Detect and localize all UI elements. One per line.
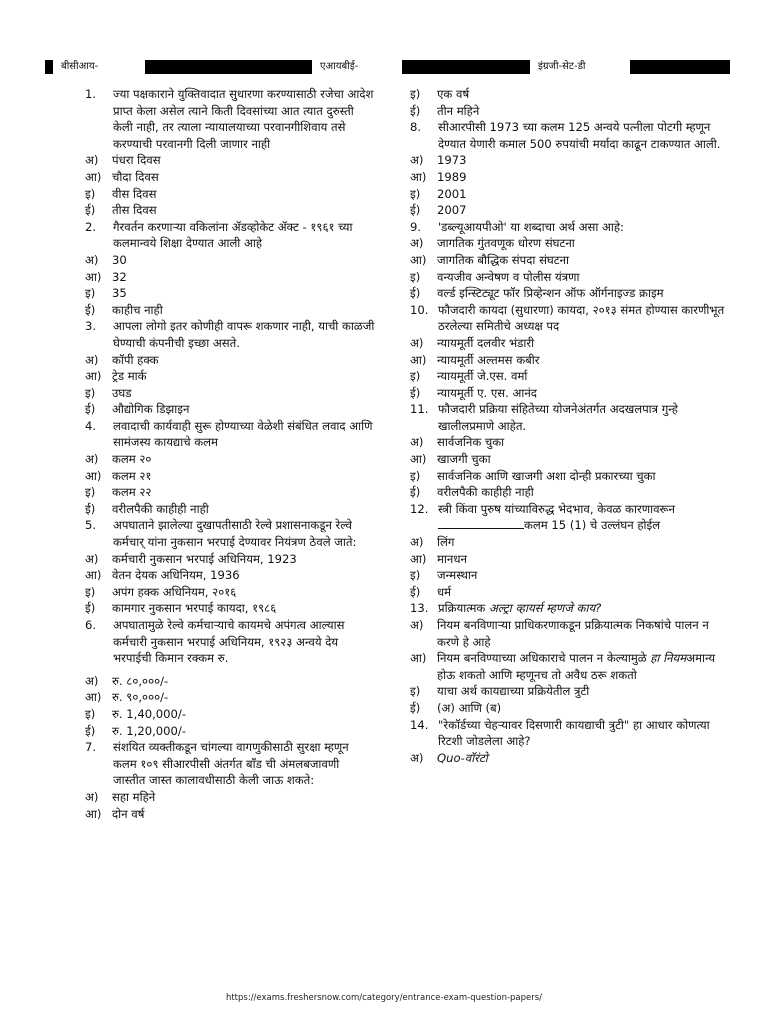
option-label: इ) <box>85 186 96 201</box>
option-text: न्यायमूर्ती ए. एस. आनंद <box>437 385 537 400</box>
option-label: इ) <box>85 485 96 500</box>
option-text: वेतन देयक अधिनियम, 1936 <box>112 568 240 583</box>
option-text: Quo-वॉरंटो <box>437 750 488 765</box>
option <box>85 806 375 823</box>
footer-url[interactable]: https://exams.freshersnow.com/category/entrance-exam-question-papers/ <box>225 993 543 1003</box>
question-number: 11. <box>410 402 429 417</box>
answer-blank <box>438 518 524 529</box>
option <box>85 285 375 302</box>
question-text: ज्या पक्षकाराने युक्तिवादात सुधारणा करण्यासाठी रजेचा आदेश प्राप्त केला असेल त्याने किती दिवसांच्या आत त्यात दुरुस्ती केली नाही, तर त्याला न्यायालयाच्या परवानगीशिवाय तसे करण्याची परवानगी दिली जाणार नाही <box>113 87 374 151</box>
question-number: 9. <box>410 219 422 234</box>
option-text: सार्वजनिक आणि खाजगी अशा दोन्ही प्रकारच्या चुका <box>437 468 656 483</box>
option <box>410 252 730 269</box>
option-label: ई) <box>85 402 96 417</box>
option-text: दोन वर्ष <box>112 806 145 821</box>
option <box>85 567 375 584</box>
option-label: इ) <box>410 684 421 699</box>
option <box>410 700 730 717</box>
option-label: ई) <box>410 286 421 301</box>
option <box>410 584 730 601</box>
question-number: 3. <box>85 319 97 334</box>
right-column <box>410 86 730 766</box>
option-text: याचा अर्थ कायद्याच्या प्रक्रियेतील त्रुटी <box>437 684 590 699</box>
question-text: संशयित व्यक्तीकडून चांगल्या वागणुकीसाठी सुरक्षा म्हणून कलम १०९ सीआरपीसी अंतर्गत बाँड ची अंमलबजावणी जास्तीत जास्त कालावधीसाठी केली जाऊ शकते: <box>113 740 349 788</box>
option-label: ई) <box>410 103 421 118</box>
question-text: फौजदारी प्रक्रिया संहितेच्या योजनेअंतर्गत अदखलपात्र गुन्हे खालीलप्रमाणे आहेत. <box>438 402 678 433</box>
option <box>85 152 375 169</box>
option-text: 2007 <box>437 203 467 218</box>
option <box>85 451 375 468</box>
question-number: 5. <box>85 518 97 533</box>
option-label: आ) <box>410 651 427 666</box>
option-label: आ) <box>85 690 102 705</box>
header-left-label: बीसीआय- <box>53 60 145 74</box>
option-label: इ) <box>85 286 96 301</box>
option-label: ई) <box>410 584 421 599</box>
option-label: अ) <box>410 236 424 251</box>
option-label: इ) <box>410 87 421 101</box>
question-number: 1. <box>85 87 97 101</box>
header-center-label: एआयबीई- <box>312 60 402 74</box>
option-text: तीन महिने <box>437 103 480 118</box>
option <box>410 617 730 650</box>
option-text: लिंग <box>437 535 455 550</box>
option-text: कलम २१ <box>112 468 152 483</box>
option <box>410 186 730 203</box>
option-label: अ) <box>410 335 424 350</box>
option-label: ई) <box>85 601 96 616</box>
option-label: आ) <box>410 352 427 367</box>
option-text: नियम बनविणाऱ्या प्राधिकरणाकडून प्रक्रियात्मक निकषांचे पालन न करणे हे आहे <box>437 618 709 649</box>
question-text: फौजदारी कायदा (सुधारणा) कायदा, २०१३ संमत होण्यास कारणीभूत ठरलेल्या समितीचे अध्यक्ष पद <box>438 302 725 334</box>
question-text <box>438 501 730 534</box>
question-1 <box>85 86 375 152</box>
option-label: ई) <box>85 723 96 738</box>
option-label: ई) <box>85 203 96 218</box>
option <box>410 103 730 120</box>
option-label: आ) <box>410 452 427 467</box>
question-3 <box>85 318 375 351</box>
option-label: आ) <box>85 369 102 384</box>
option <box>85 584 375 601</box>
question-text: अपघातामुळे रेल्वे कर्मचाऱ्याचे कायमचे अपंगत्व आल्यास कर्मचारी नुकसान भरपाई अधिनियम, १९२३ अन्वये देय भरपाईची किमान रक्कम रु. <box>113 618 345 666</box>
option <box>85 186 375 203</box>
option <box>85 385 375 402</box>
option-text <box>437 650 730 683</box>
option-text: जागतिक गुंतवणूक धोरण संघटना <box>437 236 575 251</box>
question-number: 6. <box>85 618 97 632</box>
option-label: इ) <box>85 706 96 721</box>
option <box>410 484 730 501</box>
option-text: सहा महिने <box>112 789 156 804</box>
question-12 <box>410 501 730 534</box>
option <box>410 352 730 369</box>
option-label: ई) <box>85 501 96 516</box>
option-text: रु. ९०,०००/- <box>112 690 169 705</box>
option-text: काहीच नाही <box>112 302 163 317</box>
option-label: आ) <box>85 169 102 184</box>
option-label: इ) <box>85 385 96 400</box>
option <box>410 86 730 103</box>
option-label: अ) <box>85 352 99 367</box>
option <box>410 451 730 468</box>
question-text: सीआरपीसी 1973 च्या कलम 125 अन्वये पत्नीला पोटगी म्हणून देण्यात येणारी कमाल 500 रुपयांची मर्यादा काढून टाकण्यात आली. <box>438 120 721 151</box>
option-text: कर्मचारी नुकसान भरपाई अधिनियम, 1923 <box>112 551 297 566</box>
option-text: वन्यजीव अन्वेषण व पोलीस यंत्रणा <box>437 269 580 284</box>
option-text: खाजगी चुका <box>437 452 491 467</box>
option <box>85 551 375 568</box>
option-label: अ) <box>410 435 424 450</box>
option-text: 30 <box>112 252 127 267</box>
option-text: 2001 <box>437 186 467 201</box>
option <box>85 723 375 740</box>
option-text: कलम २० <box>112 452 152 467</box>
option <box>410 650 730 683</box>
option-label: आ) <box>410 551 427 566</box>
question-5 <box>85 517 375 550</box>
option <box>410 368 730 385</box>
question-number: 14. <box>410 717 429 732</box>
option-label: अ) <box>410 618 424 632</box>
question-text: 'डब्ल्यूआयपीओ' या शब्दाचा अर्थ असा आहे: <box>438 219 624 234</box>
option-label: अ) <box>85 789 99 804</box>
option-text: सार्वजनिक चुका <box>437 435 505 450</box>
option-label: इ) <box>410 269 421 284</box>
option-label: अ) <box>85 551 99 566</box>
option-text: वरीलपैकी काहीही नाही <box>437 485 534 500</box>
option-text: अपंग हक्क अधिनियम, २०१६ <box>112 584 237 599</box>
question-text-before-blank: स्त्री किंवा पुरुष यांच्याविरुद्ध भेदभाव, केवळ कारणावरून <box>438 501 675 516</box>
question-14 <box>410 717 730 750</box>
option <box>85 673 375 690</box>
question-text: अपघाताने झालेल्या दुखापतीसाठी रेल्वे प्रशासनाकडून रेल्वे कर्मचार् यांना नुकसान भरपाई देण्यावर नियंत्रण ठेवले जाते: <box>113 518 357 550</box>
option <box>85 600 375 617</box>
option-text: रु. 1,40,000/- <box>112 706 187 721</box>
option-text: 1989 <box>437 169 467 184</box>
question-number: 4. <box>85 418 97 433</box>
option <box>410 385 730 402</box>
option-label: ई) <box>410 485 421 500</box>
option-text: कामगार नुकसान भरपाई कायदा, १९८६ <box>112 601 277 616</box>
question-10 <box>410 302 730 335</box>
option-text: वरीलपैकी काहीही नाही <box>112 501 209 516</box>
question-text: "रेकॉर्डच्या चेहऱ्यावर दिसणारी कायद्याची त्रुटी" हा आधार कोणत्या रिटशी जोडलेला आहे? <box>438 717 710 749</box>
option <box>85 368 375 385</box>
option-text: न्यायमूर्ती दलवीर भंडारी <box>437 335 535 350</box>
option-label: आ) <box>410 252 427 267</box>
question-9 <box>410 219 730 236</box>
option-label: आ) <box>85 269 102 284</box>
option <box>410 683 730 700</box>
option <box>410 152 730 169</box>
option-text-italic: हा नियम <box>650 651 687 666</box>
option-text: 35 <box>112 286 127 301</box>
option <box>85 169 375 186</box>
option-text-before: नियम बनविण्याच्या अधिकाराचे पालन न केल्यामुळे <box>437 651 647 666</box>
option-text: वीस दिवस <box>112 186 157 201</box>
option-text: उघड <box>112 385 132 400</box>
question-text <box>438 600 730 617</box>
option <box>85 401 375 418</box>
option-text: पंधरा दिवस <box>112 153 161 168</box>
option-label: इ) <box>410 468 421 483</box>
question-number: 10. <box>410 302 429 317</box>
option-label: अ) <box>85 153 99 168</box>
question-number: 7. <box>85 740 97 755</box>
header-bar <box>45 60 730 74</box>
question-number: 2. <box>85 219 97 234</box>
option <box>410 169 730 186</box>
option-text: चौदा दिवस <box>112 169 159 184</box>
option <box>410 285 730 302</box>
option-text: न्यायमूर्ती अल्तमस कबीर <box>437 352 540 367</box>
option <box>410 202 730 219</box>
option-text-after: अमान्य होऊ शकतो आणि म्हणूनच तो अवैध ठरू शकतो <box>437 651 716 682</box>
option-label: आ) <box>85 806 102 821</box>
option <box>85 202 375 219</box>
option <box>85 302 375 319</box>
option-label: अ) <box>410 153 424 168</box>
option-label: अ) <box>85 252 99 267</box>
option <box>85 352 375 369</box>
option-label: आ) <box>410 169 427 184</box>
option-label: इ) <box>410 568 421 583</box>
option <box>410 269 730 286</box>
option-label: आ) <box>85 468 102 483</box>
option <box>85 269 375 286</box>
option-text: औद्योगिक डिझाइन <box>112 402 190 417</box>
option-text: रु. ८०,०००/- <box>112 673 169 688</box>
option-text: एक वर्ष <box>437 87 470 101</box>
option-label: ई) <box>410 385 421 400</box>
question-text-after-blank: कलम 15 (1) चे उल्लंघन होईल <box>524 518 661 533</box>
question-number: 8. <box>410 120 422 135</box>
option-label: अ) <box>85 673 99 688</box>
option-text: रु. 1,20,000/- <box>112 723 187 738</box>
option <box>410 335 730 352</box>
question-text: आपला लोगो इतर कोणीही वापरू शकणार नाही, याची काळजी घेण्याची कंपनीची इच्छा असते. <box>113 319 375 350</box>
option-label: ई) <box>85 302 96 317</box>
question-text: लवादाची कार्यवाही सुरू होण्याच्या वेळेशी संबंधित लवाद आणि सामंजस्य कायद्याचे कलम <box>113 418 373 450</box>
option-label: इ) <box>410 369 421 384</box>
question-7 <box>85 739 375 789</box>
option-text: 1973 <box>437 153 467 168</box>
question-number: 13. <box>410 601 429 616</box>
option-label: आ) <box>85 568 102 583</box>
option <box>410 235 730 252</box>
option-text: मानधन <box>437 551 467 566</box>
left-column <box>85 86 375 822</box>
option <box>85 706 375 723</box>
option-label: अ) <box>410 750 424 765</box>
question-6 <box>85 617 375 667</box>
question-13 <box>410 600 730 617</box>
option-text: ट्रेड मार्क <box>112 369 147 384</box>
option <box>410 468 730 485</box>
option <box>85 252 375 269</box>
header-right-label: इंग्रजी-सेट-डी <box>530 60 630 74</box>
option-text: (अ) आणि (ब) <box>437 700 502 715</box>
question-8 <box>410 119 730 152</box>
option-label: ई) <box>410 203 421 218</box>
option <box>410 534 730 551</box>
option-label: अ) <box>410 535 424 550</box>
option <box>85 689 375 706</box>
question-number: 12. <box>410 501 429 516</box>
option-label: अ) <box>85 452 99 467</box>
option-label: इ) <box>410 186 421 201</box>
option-text: धर्म <box>437 584 452 599</box>
option-text: कलम २२ <box>112 485 152 500</box>
question-text-plain: प्रक्रियात्मक <box>438 601 486 616</box>
option <box>85 484 375 501</box>
option <box>85 468 375 485</box>
question-text: गैरवर्तन करणाऱ्या वकिलांना ॲडव्होकेट ॲक्ट - १९६१ च्या कलमान्वये शिक्षा देण्यात आली आहे <box>113 219 353 251</box>
option <box>410 567 730 584</box>
option-label: ई) <box>410 700 421 715</box>
question-2 <box>85 219 375 252</box>
option-text: न्यायमूर्ती जे.एस. वर्मा <box>437 369 528 384</box>
question-11 <box>410 401 730 434</box>
option-label: इ) <box>85 584 96 599</box>
option <box>85 501 375 518</box>
option-text: कॉपी हक्क <box>112 352 159 367</box>
option-text: वर्ल्ड इन्स्टिट्यूट फॉर प्रिव्हेन्शन ऑफ ऑर्गनाइज्ड क्राइम <box>437 286 664 301</box>
option <box>410 551 730 568</box>
option-text: तीस दिवस <box>112 203 157 218</box>
option <box>85 789 375 806</box>
option-text: जन्मस्थान <box>437 568 478 583</box>
question-text-italic: अल्ट्रा व्हायर्स म्हणजे काय? <box>489 601 602 616</box>
question-4 <box>85 418 375 451</box>
option-text: 32 <box>112 269 127 284</box>
option <box>410 750 730 767</box>
option-text: जागतिक बौद्धिक संपदा संघटना <box>437 252 570 267</box>
option <box>410 434 730 451</box>
